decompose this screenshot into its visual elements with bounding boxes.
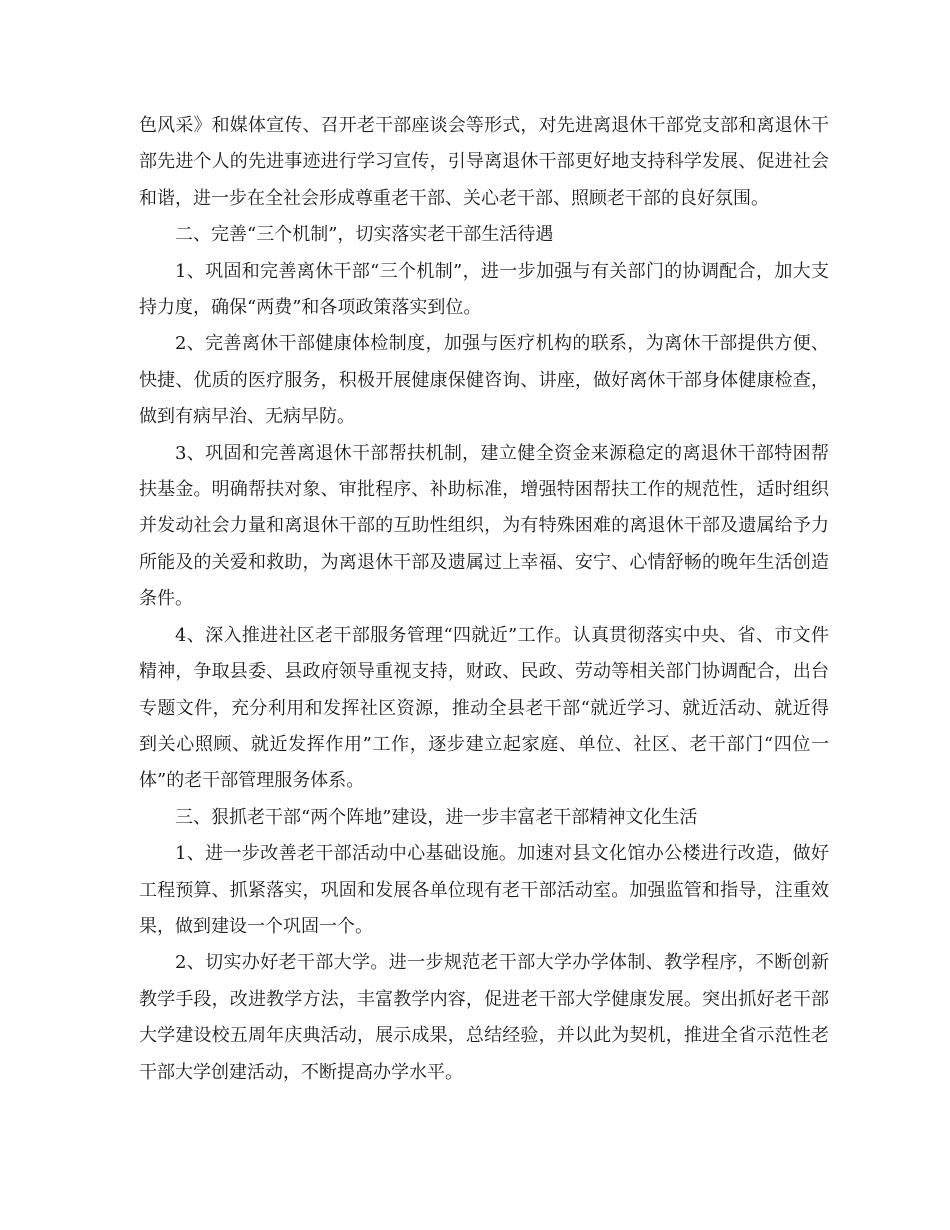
paragraph-continuation: 色风采》和媒体宣传、召开老干部座谈会等形式，对先进离退休干部党支部和离退休干部先进个人的先进事迹进行学习宣传，引导离退休干部更好地支持科学发展、促进社会和谐，进一步在全社会形成尊重老干部、关心老干部、照顾老干部的良好氛围。 — [139, 115, 829, 209]
section-heading-2: 二、完善“三个机制”，切实落实老干部生活待遇 — [175, 224, 554, 246]
paragraph-3-1: 1、进一步改善老干部活动中心基础设施。加速对县文化馆办公楼进行改造，做好工程预算、抓紧落实，巩固和发展各单位现有老干部活动室。加强监管和指导，注重效果，做到建设一个巩固一个。 — [139, 843, 829, 937]
paragraph-2-3: 3、巩固和完善离退休干部帮扶机制，建立健全资金来源稳定的离退休干部特困帮扶基金。明确帮扶对象、审批程序、补助标准，增强特困帮扶工作的规范性，适时组织并发动社会力量和离退休干部的互助性组织，为有特殊困难的离退休干部及遗属给予力所能及的关爱和救助，为离退休干部及遗属过上幸福、安宁、心情舒畅的晚年生活创造条件。 — [139, 442, 829, 610]
paragraph-2-1: 1、巩固和完善离休干部“三个机制”，进一步加强与有关部门的协调配合，加大支持力度，确保“两费”和各项政策落实到位。 — [139, 260, 829, 319]
paragraph-2-2: 2、完善离休干部健康体检制度，加强与医疗机构的联系，为离休干部提供方便、快捷、优质的医疗服务，积极开展健康保健咨询、讲座，做好离休干部身体健康检查，做到有病早治、无病早防。 — [139, 333, 829, 428]
paragraph-2-4: 4、深入推进社区老干部服务管理“四就近”工作。认真贯彻落实中央、省、市文件精神，争取县委、县政府领导重视支持，财政、民政、劳动等相关部门协调配合，出台专题文件，充分利用和发挥社区资源，推动全县老干部“就近学习、就近活动、就近得到关心照顾、就近发挥作用”工作，逐步建立起家庭、单位、社区、老干部门“四位一体”的老干部管理服务体系。 — [139, 624, 829, 792]
section-heading-3: 三、狠抓老干部“两个阵地”建设，进一步丰富老干部精神文化生活 — [175, 806, 698, 828]
paragraph-3-2: 2、切实办好老干部大学。进一步规范老干部大学办学体制、教学程序，不断创新教学手段，改进教学方法，丰富教学内容，促进老干部大学健康发展。突出抓好老干部大学建设校五周年庆典活动，展示成果，总结经验，并以此为契机，推进全省示范性老干部大学创建活动，不断提高办学水平。 — [139, 952, 829, 1083]
document-body — [139, 108, 829, 1091]
